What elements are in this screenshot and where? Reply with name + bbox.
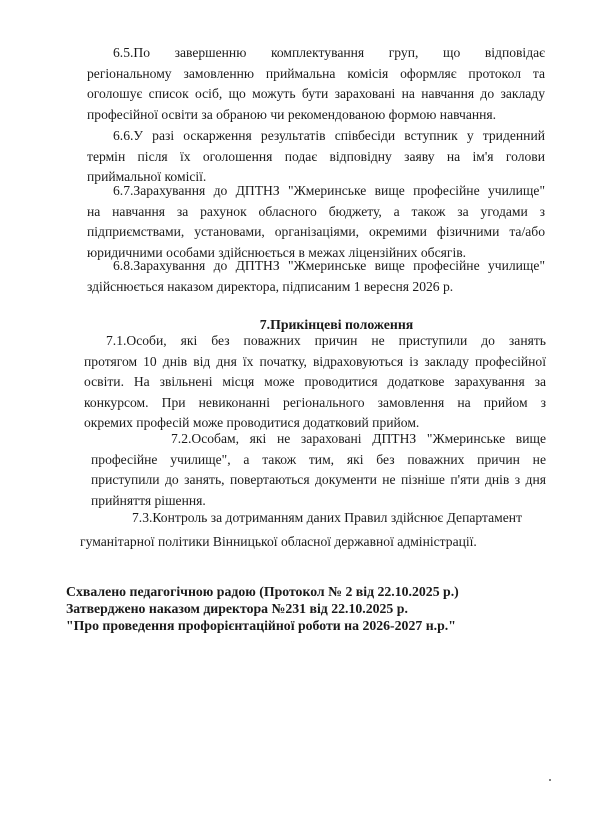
paragraph-6-8 bbox=[87, 256, 545, 297]
paragraph-7-1 bbox=[84, 331, 546, 434]
text-line: здійснюється наказом директора, підписаним 1 вересня 2026 р. bbox=[87, 278, 454, 294]
text-line: оголошує список осіб, що можуть бути зараховані на навчання до закладу bbox=[87, 86, 545, 101]
text-line: 7.1.Особи, які без поважних причин не приступили до занять bbox=[106, 333, 546, 348]
text-line: на навчання за рахунок обласного бюджету, а також за угодами з bbox=[87, 203, 545, 219]
text-line: 7.3.Контроль за дотриманням даних Правил здійснює Департамент bbox=[132, 510, 523, 525]
text-line: конкурсом. При невиконанні регіонального замовлення на прийом з bbox=[84, 394, 546, 410]
text-line: гуманітарної політики Вінницької обласної державної адміністрації. bbox=[80, 534, 477, 549]
approval-line-order: Затверджено наказом директора №231 від 22.10.2025 р. bbox=[66, 601, 408, 616]
paragraph-6-5 bbox=[87, 43, 545, 125]
text-line: приступили до занять, повертаються документи не пізніше п'яти днів з дня bbox=[91, 472, 546, 487]
text-line: підприємствами, установами, організаціями, окремими фізичними та/або bbox=[87, 224, 545, 239]
approval-line-council: Схвалено педагогічною радою (Протокол № 2 від 22.10.2025 р.) bbox=[66, 584, 459, 599]
text-line: 6.8.Зарахування до ДПТНЗ "Жмеринське вище професійне училище" bbox=[113, 258, 545, 273]
text-line: професійної освіти за обраною чи рекомендованою формою навчання. bbox=[87, 106, 497, 122]
text-line: освіти. На звільнені місця може проводитися додаткове зарахування за bbox=[84, 374, 546, 389]
text-line: термін після їх оголошення подає відповідну заяву на ім'я голови bbox=[87, 148, 545, 164]
paragraph-6-7 bbox=[87, 181, 545, 263]
text-line: 7.2.Особам, які не зараховані ДПТНЗ "Жмеринське вище bbox=[171, 431, 546, 446]
text-line: протягом 10 днів від дня їх початку, відраховуються із закладу професійної bbox=[84, 353, 546, 369]
approval-line-title: "Про проведення профорієнтаційної роботи на 2026-2027 н.р." bbox=[66, 618, 456, 633]
text-line: окремих професій може проводитися додатковий прийом. bbox=[84, 415, 420, 430]
text-line: 6.5.По завершенню комплектування груп, що відповідає bbox=[113, 45, 545, 60]
section-heading: 7.Прикінцеві положення bbox=[259, 317, 414, 332]
text-line: професійне училище", а також тим, які без поважних причин не bbox=[91, 451, 546, 467]
text-line: 6.7.Зарахування до ДПТНЗ "Жмеринське вище професійне училище" bbox=[113, 183, 545, 198]
text-line: юридичними особами здійснюється в межах ліцензійних обсягів. bbox=[87, 244, 467, 260]
text-line: прийняття рішення. bbox=[91, 492, 206, 508]
text-line: регіональному замовленню приймальна комісія оформляє протокол та bbox=[87, 65, 545, 81]
paragraph-6-6 bbox=[87, 126, 545, 188]
paragraph-7-3 bbox=[80, 506, 540, 554]
approval-block bbox=[66, 583, 459, 634]
scan-speck bbox=[549, 779, 551, 781]
text-line: 6.6.У разі оскарження результатів співбесіди вступник у триденний bbox=[113, 128, 545, 143]
text-line: приймальної комісії. bbox=[87, 169, 207, 184]
paragraph-7-2 bbox=[91, 429, 546, 511]
